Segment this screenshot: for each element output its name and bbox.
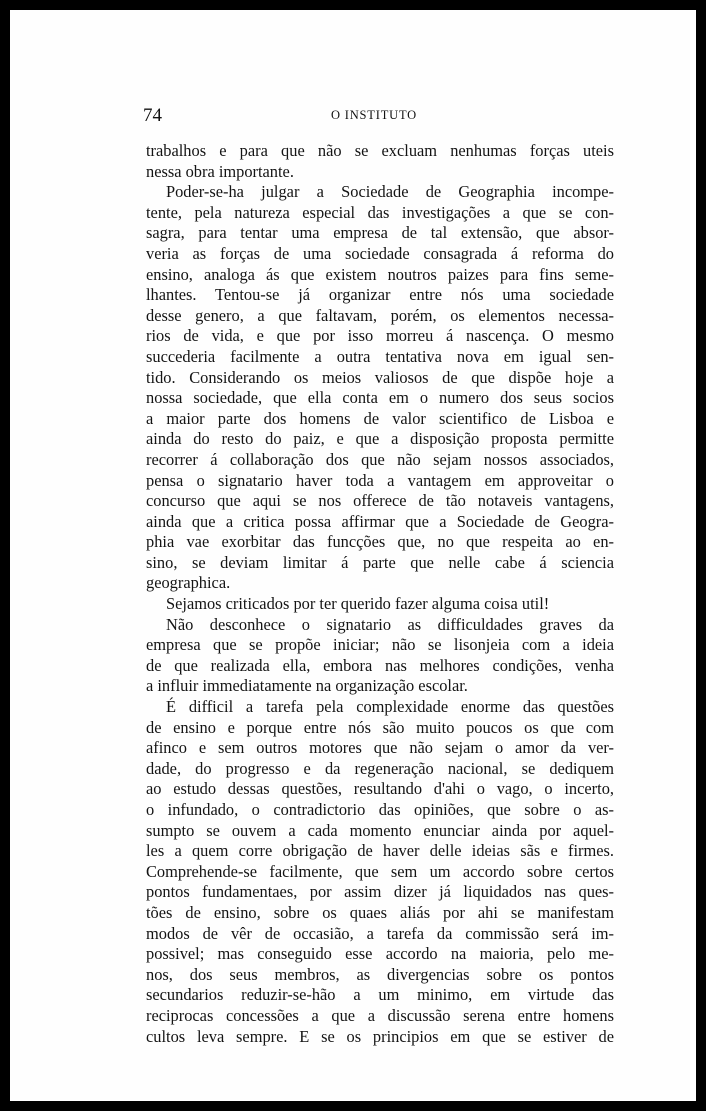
text-line: tões de ensino, sobre os quaes aliás por ahi se manifestam (146, 902, 614, 922)
text-line: succederia facilmente a outra tentativa nova em igual sen- (146, 346, 614, 366)
text-line: ao estudo dessas questões, resultando d'ahi o vago, o incerto, (146, 779, 614, 799)
text-line: Comprehende-se facilmente, que sem um accordo sobre certos (146, 861, 614, 881)
text-line: phia vae exorbitar das funcções que, no que respeita ao en- (146, 532, 614, 552)
text-line: sumpto se ouvem a cada momento enunciar ainda por aquel- (146, 820, 614, 840)
text-line: sino, se deviam limitar á parte que nelle cabe á sciencia (146, 552, 614, 572)
text-line: secundarios reduzir-se-hão a um minimo, em virtude das (146, 985, 614, 1005)
text-line: modos de vêr de occasião, a tarefa da commissão será im- (146, 923, 614, 943)
text-line: nossa sociedade, que ella conta em o numero dos seus socios (146, 388, 614, 408)
text-line: sagra, para tentar uma empresa de tal extensão, que absor- (146, 223, 614, 243)
text-line: rios de vida, e que por isso morreu á nascença. O mesmo (146, 326, 614, 346)
text-line: a maior parte dos homens de valor scientifico de Lisboa e (146, 408, 614, 428)
text-line: les a quem corre obrigação de haver delle ideias sãs e firmes. (146, 841, 614, 861)
text-line: Não desconhece o signatario as difficuldades graves da (166, 614, 614, 634)
running-title: O INSTITUTO (331, 108, 417, 122)
text-line: possivel; mas conseguido esse accordo na maioria, pelo me- (146, 944, 614, 964)
text-line: dade, do progresso e da regeneração nacional, se dediquem (146, 758, 614, 778)
text-line: nos, dos seus membros, as divergencias sobre os pontos (146, 964, 614, 984)
text-line: concurso que aqui se nos offerece de tão notaveis vantagens, (146, 491, 614, 511)
text-line: nessa obra importante. (146, 161, 294, 181)
text-line: Poder-se-ha julgar a Sociedade de Geographia incompe- (166, 182, 614, 202)
book-page (10, 10, 696, 1101)
body-text (146, 141, 614, 1047)
text-line: tente, pela natureza especial das investigações a que se con- (146, 202, 614, 222)
text-line: É difficil a tarefa pela complexidade enorme das questões (166, 697, 614, 717)
page-number: 74 (143, 105, 162, 126)
text-line: desse genero, a que faltavam, porém, os elementos necessa- (146, 305, 614, 325)
text-line: de que realizada ella, embora nas melhores condições, venha (146, 655, 614, 675)
text-line: de ensino e porque entre nós são muito poucos os que com (146, 717, 614, 737)
text-line: o infundado, o contradictorio das opiniões, que sobre o as- (146, 800, 614, 819)
text-line: pensa o signatario haver toda a vantagem em approveitar o (146, 470, 614, 490)
text-line: recorrer á collaboração dos que não sejam nossos associados, (146, 449, 614, 469)
text-line: pontos fundamentaes, por assim dizer já liquidados nas ques- (146, 882, 614, 902)
text-line: ainda do resto do paiz, e que a disposição proposta permitte (146, 429, 614, 449)
text-line: ainda que a critica possa affirmar que a Sociedade de Geogra- (146, 511, 614, 531)
text-line: geographica. (146, 573, 231, 593)
text-line: tido. Considerando os meios valiosos de que dispõe hoje a (146, 367, 614, 387)
text-line: cultos leva sempre. E se os principios em que se estiver de (146, 1026, 614, 1046)
text-line: Sejamos criticados por ter querido fazer alguma coisa util! (166, 594, 550, 614)
text-line: afinco e sem outros motores que não sejam o amor da ver- (146, 738, 614, 758)
text-line: veria as forças de uma sociedade consagrada á reforma do (146, 243, 614, 263)
text-line: lhantes. Tentou-se já organizar entre nós uma sociedade (146, 285, 614, 305)
text-line: reciprocas concessões a que a discussão serena entre homens (146, 1005, 614, 1025)
text-line: empresa que se propõe iniciar; não se lisonjeia com a ideia (146, 635, 614, 655)
text-line: ensino, analoga ás que existem noutros paizes para fins seme- (146, 264, 614, 284)
text-line: a influir immediatamente na organização escolar. (146, 676, 468, 696)
text-line: trabalhos e para que não se excluam nenhumas forças uteis (146, 141, 614, 160)
